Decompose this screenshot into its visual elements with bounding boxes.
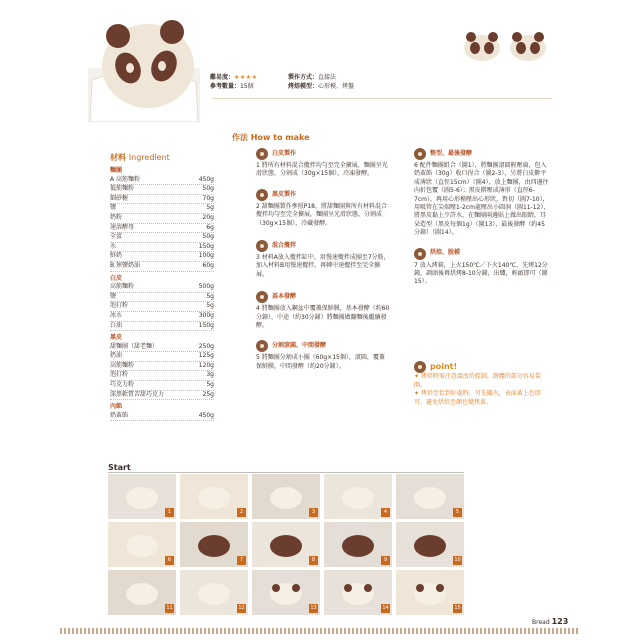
steps-right-column xyxy=(414,148,550,293)
ingredient-amount: 60g xyxy=(202,261,214,269)
ingredient-amount: 5g xyxy=(206,292,214,300)
step-text: 5 將麵團分割成小團（60g×15個），滾圓，覆蓋保鮮膜，中間發酵（約20分鐘）。 xyxy=(256,354,385,370)
ingredient-row xyxy=(110,252,214,262)
how-to-title: 作法 How to make xyxy=(232,133,310,142)
ingredient-row xyxy=(110,293,214,303)
ingredient-group-heading: 白皮 xyxy=(110,274,123,282)
step-photo xyxy=(180,522,248,567)
ingredient-row xyxy=(110,176,214,186)
method-step xyxy=(256,240,390,279)
step-heading: 白皮製作 xyxy=(272,149,297,157)
step-photo xyxy=(252,474,320,519)
mold-label: 烤焙模型： xyxy=(288,83,319,90)
ingredient-amount: 5g xyxy=(206,302,214,310)
step-photo-number: 13 xyxy=(310,605,317,611)
ingredient-name: 速溶酵母 xyxy=(110,223,135,231)
ingredient-name: 甜麵團（甜老麵） xyxy=(110,342,159,350)
ingredient-amount: 50g xyxy=(202,233,214,241)
step-heading: 分割滾圓、中間發酵 xyxy=(272,342,327,350)
dough-shape xyxy=(126,583,158,605)
step-photo xyxy=(108,522,176,567)
method-step xyxy=(414,248,550,287)
step-bullet-icon xyxy=(256,240,268,252)
ingredient-row xyxy=(110,204,214,214)
ingredient-name: 高筋麵粉 xyxy=(110,361,135,369)
ingredient-name: 水 xyxy=(110,242,117,250)
method-step xyxy=(256,148,390,179)
step-photo xyxy=(396,570,464,615)
step-photo xyxy=(108,570,176,615)
ingredient-name: 全蛋 xyxy=(110,233,123,241)
ingredient-amount: 125g xyxy=(198,352,214,360)
page-footer xyxy=(532,617,568,626)
step-bullet-icon xyxy=(256,189,268,201)
ingredient-amount: 5g xyxy=(206,381,214,389)
step-photo-number: 15 xyxy=(454,605,461,611)
dough-shape xyxy=(342,487,374,509)
header-divider xyxy=(212,98,552,99)
step-bullet-icon xyxy=(256,148,268,160)
ingredient-name: 冰水 xyxy=(110,311,123,319)
ingredient-name: 鹽 xyxy=(110,204,117,212)
ingredient-row xyxy=(110,322,214,332)
meta-left xyxy=(210,73,258,91)
ingredient-amount: 5g xyxy=(206,204,214,212)
meta-right xyxy=(288,73,354,91)
ingredient-amount: 450g xyxy=(198,175,214,183)
ingredient-name: 深黑軟質苦甜巧克力 xyxy=(110,390,165,398)
panda-eye-patch xyxy=(364,584,372,592)
ingredient-amount: 50g xyxy=(202,185,214,193)
ingredient-name: 奶黃餡 xyxy=(110,411,129,419)
panda-bun-photo xyxy=(88,10,200,122)
step-heading: 基本發酵 xyxy=(272,293,297,301)
dough-shape xyxy=(198,535,230,557)
ingredient-amount: 20g xyxy=(202,213,214,221)
ingredient-row xyxy=(110,371,214,381)
ingredient-row xyxy=(110,195,214,205)
difficulty-label: 難易度： xyxy=(210,74,235,81)
dough-shape xyxy=(414,535,446,557)
ingredient-name: 泡打粉 xyxy=(110,302,129,310)
ingredient-amount: 25g xyxy=(202,390,214,398)
method-value: 直接法 xyxy=(318,74,337,81)
ingredient-amount: 150g xyxy=(198,242,214,250)
ingredient-name: 奶油 xyxy=(110,352,123,360)
mold-value: 心形模、烤盤 xyxy=(318,83,355,90)
step-photo xyxy=(324,570,392,615)
step-photo xyxy=(324,522,392,567)
dough-shape xyxy=(270,487,302,509)
ingredient-row xyxy=(110,214,214,224)
ingredient-name: 奶粉 xyxy=(110,213,123,221)
ingredient-name: B 無鹽奶油 xyxy=(110,261,141,269)
dough-shape xyxy=(342,535,374,557)
ingredient-amount: 6g xyxy=(206,223,214,231)
ingredients-title xyxy=(110,152,170,163)
step-photo-grid xyxy=(108,474,464,619)
dough-shape xyxy=(126,535,158,557)
ingredient-amount: 70g xyxy=(202,194,214,202)
ingredient-name: 白油 xyxy=(110,321,123,329)
step-photo xyxy=(396,522,464,567)
ingredient-row xyxy=(110,312,214,322)
ingredient-name: 高筋麵粉 xyxy=(110,283,135,291)
method-step xyxy=(256,291,390,330)
ingredient-row xyxy=(110,233,214,243)
ingredient-group-heading: 黑皮 xyxy=(110,334,123,342)
footer-section: Bread xyxy=(532,619,550,626)
footer-stripe xyxy=(60,628,580,634)
ingredient-row xyxy=(110,224,214,234)
dough-shape xyxy=(414,487,446,509)
mini-panda-buns xyxy=(462,28,550,62)
step-photo-number: 12 xyxy=(238,605,245,611)
ingredient-name: 泡打粉 xyxy=(110,371,129,379)
point-tip-2: ✦ 烤焙至恰到好處時，可先關火，表面黃上色即可，避免烘焙至顏色變焦黃。 xyxy=(414,390,541,406)
point-tip-1: ✦ 烤焙時需注意溫度的控制，餅體的部分容易裂開。 xyxy=(414,373,541,389)
step-photo xyxy=(180,474,248,519)
step-photo-number: 3 xyxy=(309,508,318,517)
dough-shape xyxy=(126,487,158,509)
ingredient-amount: 250g xyxy=(198,342,214,350)
method-step xyxy=(256,340,390,371)
step-bullet-icon xyxy=(256,291,268,303)
step-photo xyxy=(324,474,392,519)
method-step xyxy=(256,189,390,228)
ingredient-group-heading: 麵團 xyxy=(110,167,123,174)
step-bullet-icon xyxy=(414,248,426,260)
step-photo-number: 1 xyxy=(165,508,174,517)
ingredients-list xyxy=(110,164,214,421)
dough-shape xyxy=(198,583,230,605)
step-photo-number: 10 xyxy=(454,557,461,563)
step-heading: 整型、最後發酵 xyxy=(430,149,473,157)
step-photo-number: 5 xyxy=(453,508,462,517)
step-photo-number: 8 xyxy=(309,556,318,565)
step-photo-number: 14 xyxy=(382,605,389,611)
step-text: 3 材料A放入攪拌缸中，用慢速攪拌成團至7分筋，加入材料B用慢速攪拌，再轉中速攪拌至完全擴展。 xyxy=(256,254,390,278)
ingredient-row xyxy=(110,343,214,353)
ingredient-name: 細砂糖 xyxy=(110,194,129,202)
step-photo xyxy=(252,570,320,615)
ingredient-name: 低筋麵粉 xyxy=(110,185,135,193)
panda-eye-patch xyxy=(272,584,280,592)
ingredient-amount: 100g xyxy=(198,252,214,260)
ingredient-name: 巧克力粉 xyxy=(110,381,135,389)
ingredient-name: 鮮奶 xyxy=(110,252,123,260)
step-heading: 烘焙、脫模 xyxy=(430,249,461,257)
step-photo-number: 7 xyxy=(237,556,246,565)
ingredient-group-heading: 內餡 xyxy=(110,403,123,411)
start-label: Start xyxy=(108,463,131,472)
ingredient-amount: 120g xyxy=(198,361,214,369)
point-label: point! xyxy=(430,361,458,371)
step-text: 1 將所有材料混合攪拌均勻至完全擴展，麵團呈光滑狀態，分割成（30g×15個），冷凍發酵。 xyxy=(256,162,388,178)
step-photo xyxy=(396,474,464,519)
ingredient-amount: 300g xyxy=(198,311,214,319)
difficulty-stars: ★★★★ xyxy=(234,74,258,81)
ingredients-title-en: Ingredient xyxy=(128,153,170,162)
ingredient-name: 鹽 xyxy=(110,292,117,300)
ingredient-row xyxy=(110,381,214,391)
ingredient-row xyxy=(110,243,214,253)
step-heading: 混合攪拌 xyxy=(272,241,297,249)
ingredient-row xyxy=(110,412,214,422)
panda-eye-patch xyxy=(436,584,444,592)
panda-eye-patch xyxy=(344,584,352,592)
step-text: 6 配件麵團組合（圖1），將麵團滾圓輕壓扁，包入奶黃餡（30g）收口捏合（圖2-3），另將白皮擀平成薄狀（直徑15cm）（圖4），放上麵團，由四邊往內折包覆（圖5-6）；黑皮擀壓成薄形（直徑6-7cm），再用心形模壓出心形狀，對切（圖7-10），用吸管在尖端壓1-2cm處壓出小圓洞（圖11-12），將黑皮黏上少許水，在麵團兩邊貼上做出眼睛，耳朵造型（黑皮每個1g）（圖13），最後發酵（約45分鐘）（圖14）。 xyxy=(414,162,550,237)
ingredient-row xyxy=(110,283,214,293)
step-heading: 黑皮製作 xyxy=(272,190,297,198)
steps-left-column xyxy=(256,148,390,377)
start-divider xyxy=(108,472,464,473)
step-text: 7 放入烤箱，上火150℃／下火140℃，先烤12分鐘，調頭後再烘烤8-10分鐘，出爐，輕敲即可（圖15）。 xyxy=(414,261,548,286)
step-bullet-icon xyxy=(256,340,268,352)
panda-eye-patch xyxy=(416,584,424,592)
step-text: 2 甜麵團製作參照P18，將甜麵團與所有材料混合攪拌均勻至完全擴展，麵團呈光滑狀態，分割成（30g×15個），冷藏發酵。 xyxy=(256,202,387,227)
step-photo-number: 4 xyxy=(381,508,390,517)
ingredient-row xyxy=(110,185,214,195)
step-photo xyxy=(180,570,248,615)
step-bullet-icon xyxy=(414,148,426,160)
ingredients-title-zh: 材料 xyxy=(110,153,126,162)
ingredient-name: A 高筋麵粉 xyxy=(110,175,141,183)
ingredient-row xyxy=(110,262,214,272)
point-box xyxy=(414,361,550,407)
step-text: 4 將麵團放入鋼盆中覆蓋保鮮膜，基本發酵（約60分鐘），中途（約30分鐘）將麵團做翻麵後繼續發酵。 xyxy=(256,305,390,330)
quantity-value: 15個 xyxy=(240,83,254,90)
step-photo xyxy=(252,522,320,567)
page-number: 123 xyxy=(551,617,569,626)
ingredient-amount: 450g xyxy=(198,411,214,419)
ingredient-row xyxy=(110,302,214,312)
step-photo xyxy=(108,474,176,519)
ingredient-amount: 150g xyxy=(198,321,214,329)
panda-eye-patch xyxy=(292,584,300,592)
ingredient-row xyxy=(110,352,214,362)
quantity-label: 參考數量： xyxy=(210,83,241,90)
method-label: 製作方式： xyxy=(288,74,319,81)
point-icon xyxy=(414,361,426,373)
dough-shape xyxy=(198,487,230,509)
ingredient-amount: 3g xyxy=(206,371,214,379)
step-photo-number: 9 xyxy=(381,556,390,565)
step-photo-number: 11 xyxy=(166,605,173,611)
ingredient-amount: 500g xyxy=(198,283,214,291)
method-step xyxy=(414,148,550,238)
step-photo-number: 6 xyxy=(165,556,174,565)
ingredient-row xyxy=(110,391,214,401)
dough-shape xyxy=(270,535,302,557)
step-photo-number: 2 xyxy=(237,508,246,517)
